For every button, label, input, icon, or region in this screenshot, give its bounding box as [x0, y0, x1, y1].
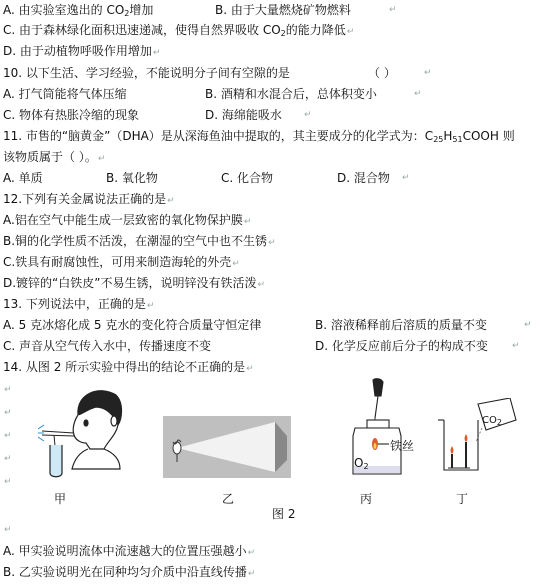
q13-option-c: C. 声音从空气传入水中，传播速度不变 — [3, 339, 212, 353]
paragraph-mark: ↵ — [146, 301, 155, 311]
q12-option-c: C.铁具有耐腐蚀性，可用来制造海轮的外壳↵ — [3, 255, 240, 269]
paragraph-mark: ↵ — [4, 385, 12, 395]
paragraph-mark: ↵ — [268, 238, 276, 248]
figure-label-yi: 乙 — [222, 492, 235, 506]
q12-stem: 12.下列有关金属说法正确的是↵ — [3, 192, 175, 206]
paragraph-mark: ↵ — [232, 259, 240, 269]
answer-parentheses: （ ） — [368, 66, 396, 80]
paragraph-mark: ↵ — [402, 173, 410, 183]
paragraph-mark: ↵ — [247, 569, 256, 579]
q13-option-a: A. 5 克冰熔化成 5 克水的变化符合质量守恒定律 — [3, 318, 262, 332]
q11-option-c: C. 化合物 — [221, 171, 274, 185]
q10-option-c: C. 物体有热胀冷缩的现象 — [3, 108, 140, 122]
paragraph-mark: ↵ — [152, 48, 161, 58]
q11-option-a: A. 单质 — [3, 171, 43, 185]
q10-line-ab — [3, 84, 422, 104]
paragraph-mark: ↵ — [524, 320, 532, 330]
q11-stem-line1: 11. 市售的“脑黄金”（DHA）是从深海鱼油中提取的，其主要成分的化学式为：$C_{25}H_{51}COOH$ 则 — [3, 129, 515, 144]
paragraph-mark: ↵ — [97, 154, 106, 164]
experiment-jia-illustration — [38, 385, 126, 480]
figure-caption: 图 2 — [272, 507, 296, 521]
q12-option-b: B.铜的化学性质不活泼，在潮湿的空气中也不生锈↵ — [3, 234, 276, 248]
q9-option-a: A. 由实验室逸出的 $CO_2$增加 — [3, 3, 154, 18]
q9-line-ab — [3, 0, 397, 20]
figure-label-ding: 丁 — [456, 492, 469, 506]
q13-option-d: D. 化学反应前后分子的构成不变 — [315, 339, 488, 353]
q11-option-b: B. 氧化物 — [106, 171, 158, 185]
paragraph-mark: ↵ — [247, 548, 256, 558]
iron-wire-label: 铁丝 — [390, 439, 415, 453]
paragraph-mark: ↵ — [246, 364, 254, 374]
q13-stem: 13. 下列说法中，正确的是↵ — [3, 297, 155, 311]
q13-option-b: B. 溶液稀释前后溶质的质量不变 — [315, 318, 487, 332]
q9-option-c: C. 由于森林绿化面积迅速递减，使得自然界吸收 $CO_2$的能力降低↵ — [3, 23, 355, 38]
paragraph-mark: ↵ — [167, 196, 175, 206]
paragraph-mark: ↵ — [4, 477, 12, 487]
paragraph-mark: ↵ — [346, 27, 355, 37]
paragraph-mark: ↵ — [4, 431, 12, 441]
paragraph-mark: ↵ — [512, 341, 520, 351]
experiment-yi-illustration — [163, 416, 291, 478]
paragraph-mark: ↵ — [4, 454, 12, 464]
paragraph-mark: ↵ — [389, 5, 397, 15]
figure-label-jia: 甲 — [54, 492, 67, 506]
paragraph-mark: ↵ — [257, 280, 266, 290]
paragraph-mark: ↵ — [4, 525, 12, 535]
paragraph-mark: ↵ — [4, 408, 12, 418]
co2-label: $CO_2$ — [482, 415, 502, 427]
q10-option-a: A. 打气筒能将气体压缩 — [3, 87, 127, 101]
q12-option-a: A.铝在空气中能生成一层致密的氧化物保护膜↵ — [3, 213, 252, 227]
q10-option-d: D. 海绵能吸水 — [205, 108, 282, 122]
q14-option-a: A. 甲实验说明流体中流速越大的位置压强越小↵ — [3, 544, 256, 558]
paragraph-mark: ↵ — [304, 110, 312, 120]
q11-stem-line2: 该物质属于（ ）。↵ — [3, 150, 106, 164]
q10-stem: 10. 以下生活、学习经验，不能说明分子间有空隙的是 （ ） ↵ — [3, 63, 290, 83]
paragraph-mark: ↵ — [243, 217, 252, 227]
paragraph-mark: ↵ — [414, 89, 422, 99]
paragraph-mark: ↵ — [424, 68, 432, 78]
oxygen-label: $O_2$ — [354, 456, 369, 471]
q14-option-b: B. 乙实验说明光在同种均匀介质中沿直线传播↵ — [3, 565, 256, 579]
q13-line-ab — [3, 315, 532, 335]
q9-option-b: B. 由于大量燃烧矿物燃料 — [215, 3, 351, 17]
q14-stem: 14. 从图 2 所示实验中得出的结论不正确的是↵ — [3, 360, 254, 374]
q10-option-b: B. 酒精和水混合后，总体积变小 — [205, 87, 377, 101]
q12-option-d: D.镀锌的“白铁皮”不易生锈，说明锌没有铁活泼↵ — [3, 276, 266, 290]
figure-label-bing: 丙 — [360, 492, 373, 506]
q11-options — [3, 168, 410, 188]
q13-line-cd — [3, 336, 520, 356]
q11-option-d: D. 混合物 — [337, 171, 390, 185]
q10-line-cd — [3, 105, 312, 125]
experiment-ding-illustration — [438, 398, 520, 478]
q9-option-d: D. 由于动植物呼吸作用增加↵ — [3, 44, 161, 58]
